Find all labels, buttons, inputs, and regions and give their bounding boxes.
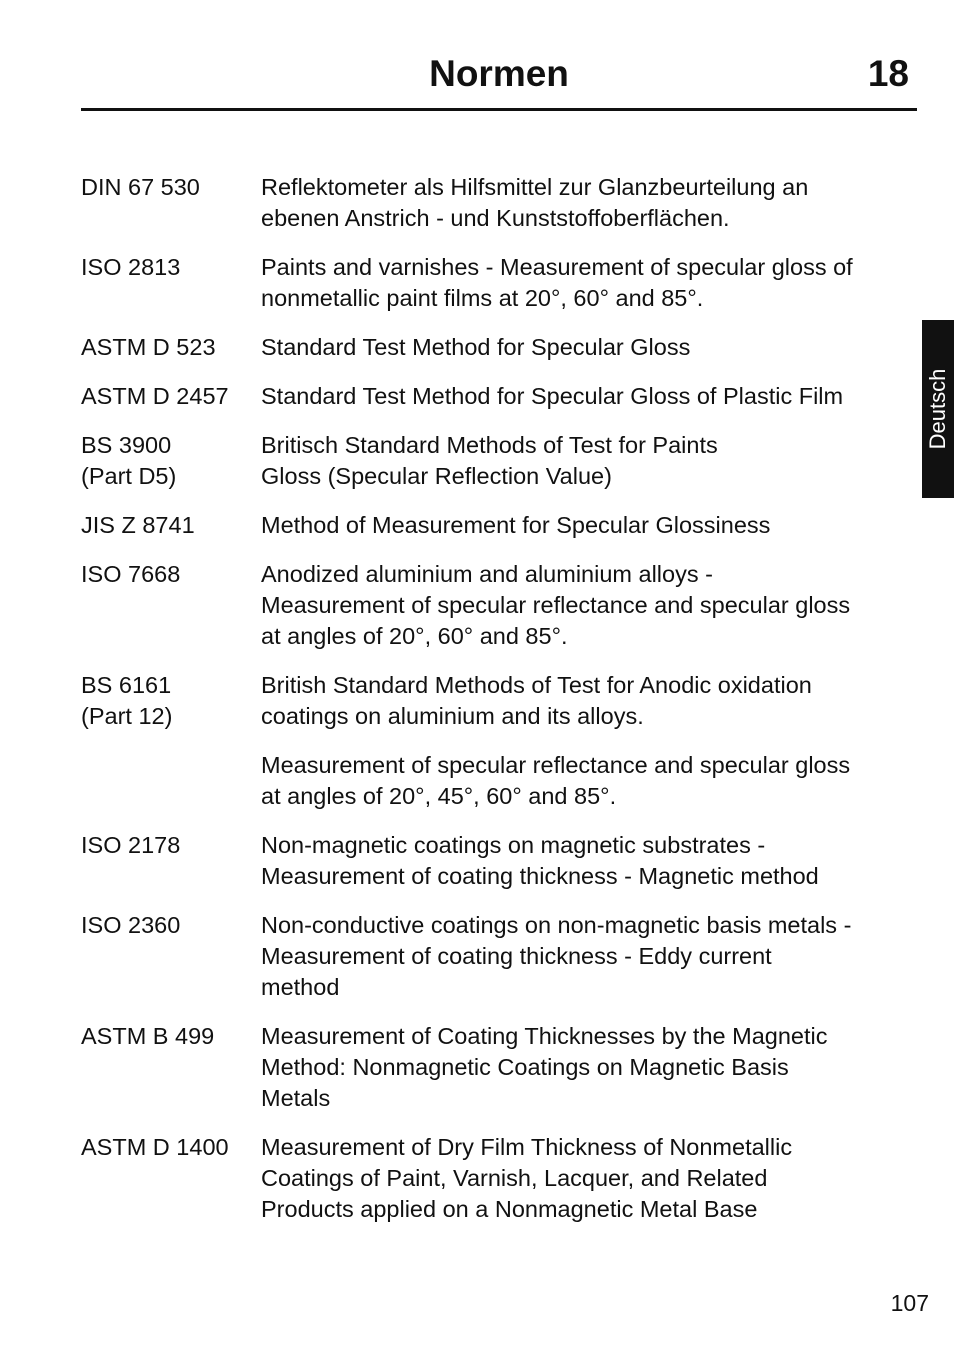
- standard-row: [81, 510, 917, 541]
- standard-code: ASTM D 1400: [81, 1134, 229, 1160]
- standard-description: Method of Measurement for Specular Glossiness: [261, 512, 771, 538]
- standard-row: [81, 830, 917, 892]
- standard-row: [81, 750, 917, 812]
- standard-code: ASTM B 499: [81, 1023, 215, 1049]
- standard-description: Standard Test Method for Specular Gloss of Plastic Film: [261, 383, 844, 409]
- standard-row: [81, 430, 917, 492]
- standard-description: Non-magnetic coatings on magnetic substrates - Measurement of coating thickness - Magnetic method: [261, 832, 819, 889]
- standard-row: [81, 381, 917, 412]
- standard-description: Measurement of specular reflectance and specular gloss at angles of 20°, 45°, 60° and 85°.: [261, 752, 851, 809]
- standard-description: Paints and varnishes - Measurement of specular gloss of nonmetallic paint films at 20°, 60° and 85°.: [261, 254, 853, 311]
- page-number: 107: [890, 1290, 929, 1316]
- standard-description: Non-conductive coatings on non-magnetic basis metals - Measurement of coating thickness - Eddy current method: [261, 912, 852, 1000]
- standard-code: ISO 2178: [81, 832, 181, 858]
- standard-code: BS 3900 (Part D5): [81, 432, 177, 489]
- standard-code: [81, 750, 261, 812]
- chapter-number: 18: [867, 53, 909, 94]
- page-title: Normen: [429, 53, 569, 94]
- standard-row: [81, 1132, 917, 1225]
- standard-row: [81, 670, 917, 732]
- standard-code: JIS Z 8741: [81, 512, 195, 538]
- language-tab-label: Deutsch: [925, 368, 950, 450]
- standard-description: British Standard Methods of Test for Anodic oxidation coatings on aluminium and its alloys.: [261, 672, 812, 729]
- language-tab: [922, 320, 954, 498]
- standard-description: Anodized aluminium and aluminium alloys - Measurement of specular reflectance and specular gloss at angles of 20°, 60° and 85°.: [261, 561, 851, 649]
- standard-description: Reflektometer als Hilfsmittel zur Glanzbeurteilung an ebenen Anstrich - und Kunststoffoberflächen.: [261, 174, 809, 231]
- standard-row: [81, 910, 917, 1003]
- header-rule: [81, 108, 917, 111]
- standard-description: Measurement of Coating Thicknesses by the Magnetic Method: Nonmagnetic Coatings on Magnetic Basis Metals: [261, 1023, 828, 1111]
- standard-row: [81, 252, 917, 314]
- standard-code: ASTM D 2457: [81, 383, 229, 409]
- standard-description: Britisch Standard Methods of Test for Paints Gloss (Specular Reflection Value): [261, 432, 718, 489]
- standard-row: [81, 172, 917, 234]
- standard-description: Measurement of Dry Film Thickness of Nonmetallic Coatings of Paint, Varnish, Lacquer, and Related Products applied on a Nonmagnetic Metal Base: [261, 1134, 793, 1222]
- standard-code: BS 6161 (Part 12): [81, 672, 173, 729]
- standard-code: ISO 2813: [81, 254, 181, 280]
- standard-code: ISO 2360: [81, 912, 181, 938]
- standard-description: Standard Test Method for Specular Gloss: [261, 334, 691, 360]
- standard-code: ISO 7668: [81, 561, 181, 587]
- standards-list: [81, 172, 917, 1243]
- page-header: [81, 50, 917, 112]
- standard-code: DIN 67 530: [81, 174, 200, 200]
- standard-row: [81, 1021, 917, 1114]
- standard-code: ASTM D 523: [81, 334, 216, 360]
- standard-row: [81, 559, 917, 652]
- standard-row: [81, 332, 917, 363]
